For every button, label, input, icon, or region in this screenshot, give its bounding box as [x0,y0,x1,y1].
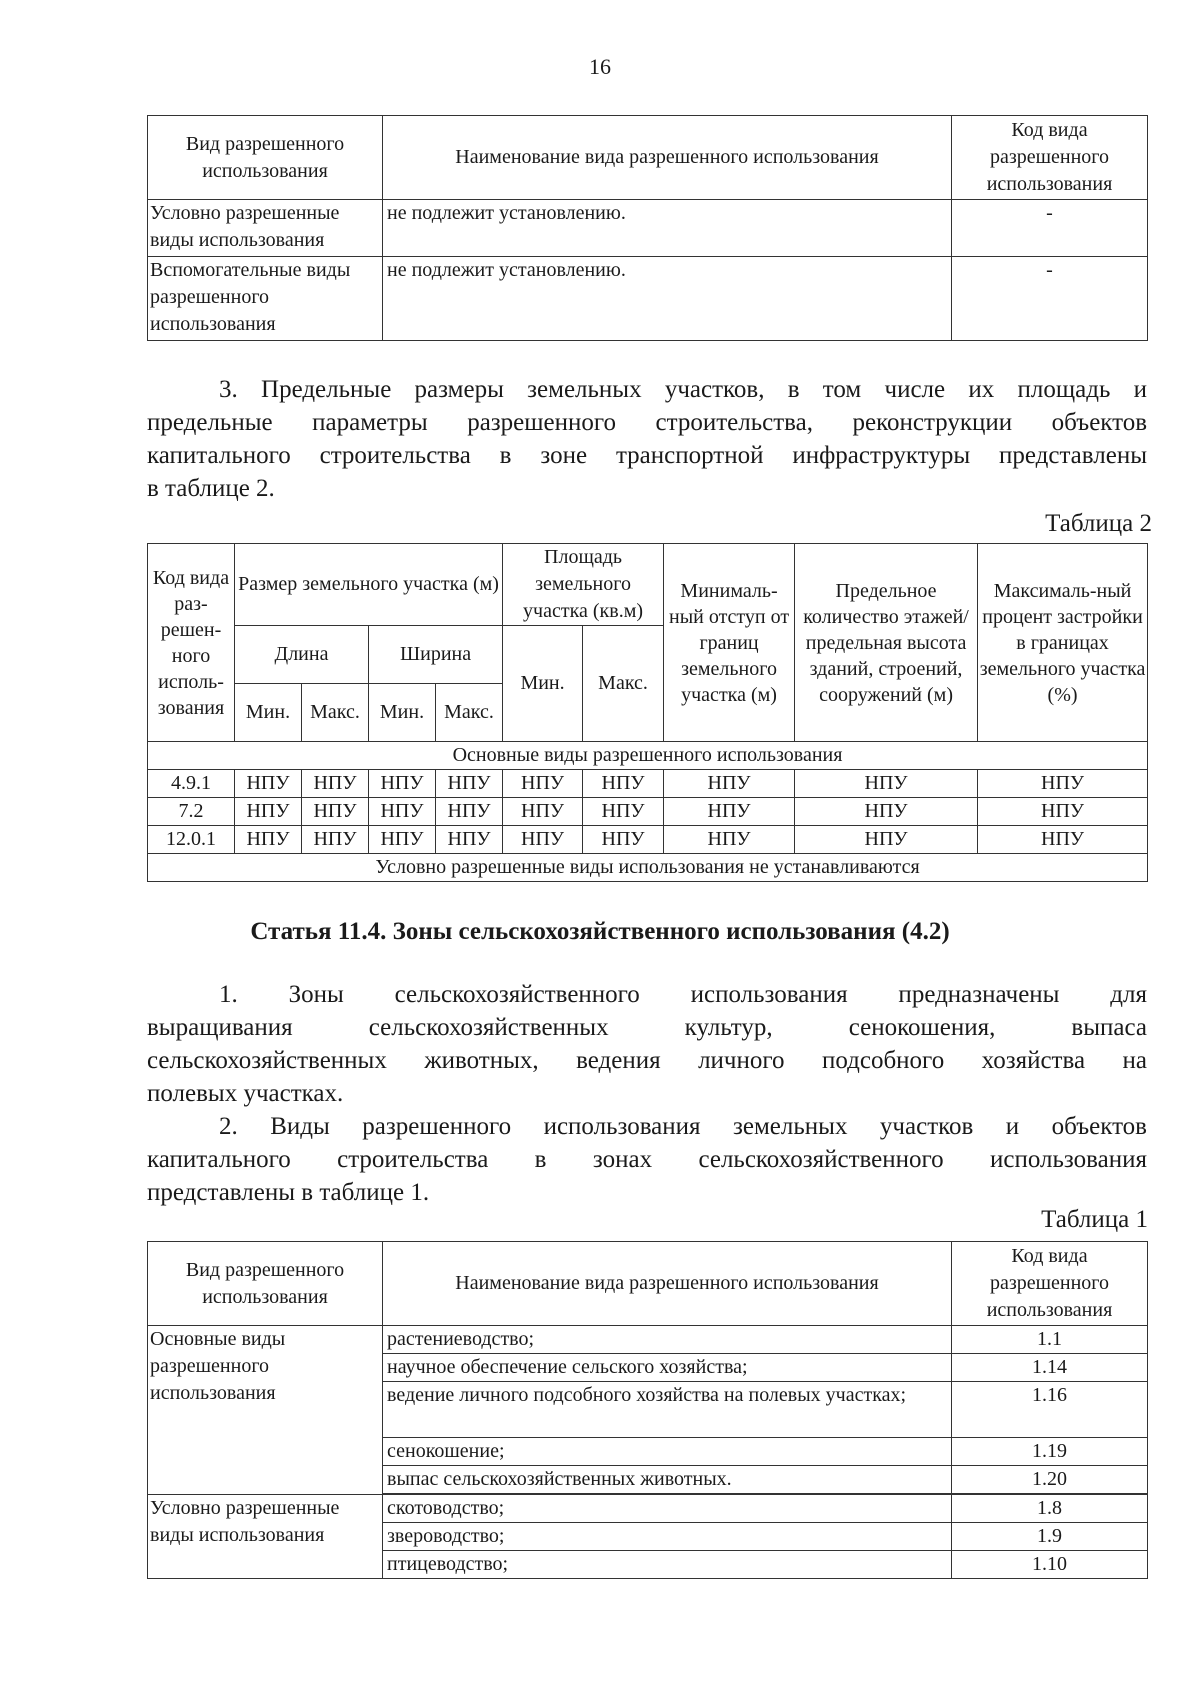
cell: НПУ [369,770,436,798]
row-name: птицеводство; [383,1551,952,1579]
cell: НПУ [795,770,978,798]
cell: НПУ [235,770,302,798]
row-code: 1.19 [952,1438,1148,1466]
header-length-min: Мин. [235,684,302,742]
cell: НПУ [302,826,369,854]
header-area-max: Макс. [583,626,664,742]
paragraph-line: 3. Предельные размеры земельных участков, в том числе их площадь и [219,376,1147,403]
row-name: сенокошение; [383,1438,952,1466]
cell: НПУ [664,770,795,798]
row-code: 1.14 [952,1354,1148,1382]
cell: НПУ [369,798,436,826]
section-main-uses: Основные виды разрешенного использования [148,742,1148,770]
page-number: 16 [589,54,611,79]
header-floors: Предельное количество этажей/ предельная высота зданий, строений, сооружений (м) [795,544,978,742]
paragraph-line: 1. Зоны сельскохозяйственного использования предназначены для [219,981,1147,1008]
paragraph-line: 2. Виды разрешенного использования земельных участков и объектов [219,1113,1147,1140]
paragraph-line: предельные параметры разрешенного строительства, реконструкции объектов [147,409,1147,436]
cell: НПУ [503,770,583,798]
row-code: 4.9.1 [148,770,235,798]
cell: НПУ [583,826,664,854]
cell: НПУ [369,826,436,854]
header-use-name: Наименование вида разрешенного использования [383,1242,952,1326]
row-category: Вспомогательные виды разрешенного использования [148,257,383,341]
header-width-max: Макс. [436,684,503,742]
paragraph-line: представлены в таблице 1. [147,1179,430,1206]
cell: НПУ [436,770,503,798]
cell: НПУ [664,826,795,854]
row-code: 12.0.1 [148,826,235,854]
header-use-code: Код вида разрешенного использования [952,116,1148,200]
cell: НПУ [503,798,583,826]
paragraph-line: полевых участках. [147,1080,344,1107]
row-name: не подлежит установлению. [383,257,952,341]
header-coverage: Максималь-ный процент застройки в границах земельного участка (%) [978,544,1148,742]
cell: НПУ [436,826,503,854]
header-code: Код вида раз-решен-ного исполь-зования [148,544,235,742]
row-name: растениеводство; [383,1326,952,1354]
agricultural-uses-table [147,1241,1148,1579]
row-code: 1.9 [952,1523,1148,1551]
header-area-min: Мин. [503,626,583,742]
header-use-type: Вид разрешенного использования [148,116,383,200]
category-main-uses: Основные виды разрешенного использования [148,1326,383,1495]
row-code: - [952,257,1148,341]
table-row [148,200,1148,257]
cell: НПУ [583,798,664,826]
table-row [148,826,1148,854]
cell: НПУ [583,770,664,798]
row-code: 1.8 [952,1495,1148,1523]
permitted-use-table-continued [147,115,1148,341]
row-code: 1.10 [952,1551,1148,1579]
row-code: 1.16 [952,1382,1148,1438]
article-heading: Статья 11.4. Зоны сельскохозяйственного использования (4.2) [250,918,950,945]
header-use-name: Наименование вида разрешенного использования [383,116,952,200]
cell: НПУ [436,798,503,826]
category-conditional-uses: Условно разрешенные виды использования [148,1495,383,1579]
header-length-max: Макс. [302,684,369,742]
paragraph-2 [147,1110,1147,1209]
header-setback: Минималь-ный отступ от границ земельного участка (м) [664,544,795,742]
cell: НПУ [795,826,978,854]
cell: НПУ [302,798,369,826]
table1-caption: Таблица 1 [1041,1206,1148,1233]
table-row [148,1326,1148,1354]
paragraph-line: капитального строительства в зонах сельскохозяйственного использования [147,1146,1147,1173]
row-code: 7.2 [148,798,235,826]
parameters-table [147,543,1148,882]
cell: НПУ [978,770,1148,798]
row-name: скотоводство; [383,1495,952,1523]
cell: НПУ [978,826,1148,854]
row-name: звероводство; [383,1523,952,1551]
table-row [148,1495,1148,1523]
row-name: ведение личного подсобного хозяйства на полевых участках; [383,1382,952,1438]
paragraph-line: в таблице 2. [147,475,275,502]
cell: НПУ [302,770,369,798]
cell: НПУ [664,798,795,826]
cell: НПУ [235,798,302,826]
paragraph-line: выращивания сельскохозяйственных культур, сенокошения, выпаса [147,1014,1147,1041]
paragraph-1 [147,978,1147,1110]
table-row [148,257,1148,341]
header-width-min: Мин. [369,684,436,742]
table2-caption: Таблица 2 [1045,510,1152,537]
paragraph-line: капитального строительства в зоне транспортной инфраструктуры представлены [147,442,1147,469]
row-name: не подлежит установлению. [383,200,952,257]
row-name: научное обеспечение сельского хозяйства; [383,1354,952,1382]
cell: НПУ [235,826,302,854]
cell: НПУ [795,798,978,826]
table-row [148,770,1148,798]
header-width: Ширина [369,626,503,684]
paragraph-3 [147,373,1147,505]
table-row [148,798,1148,826]
table-footer-note: Условно разрешенные виды использования не устанавливаются [148,854,1148,882]
row-code: 1.20 [952,1466,1148,1494]
header-use-type: Вид разрешенного использования [148,1242,383,1326]
row-code: 1.1 [952,1326,1148,1354]
cell: НПУ [503,826,583,854]
header-area: Площадь земельного участка (кв.м) [503,544,664,626]
header-use-code: Код вида разрешенного использования [952,1242,1148,1326]
header-length: Длина [235,626,369,684]
row-category: Условно разрешенные виды использования [148,200,383,257]
row-code: - [952,200,1148,257]
header-plot-size: Размер земельного участка (м) [235,544,503,626]
cell: НПУ [978,798,1148,826]
paragraph-line: сельскохозяйственных животных, ведения личного подсобного хозяйства на [147,1047,1147,1074]
row-name: выпас сельскохозяйственных животных. [383,1466,952,1494]
